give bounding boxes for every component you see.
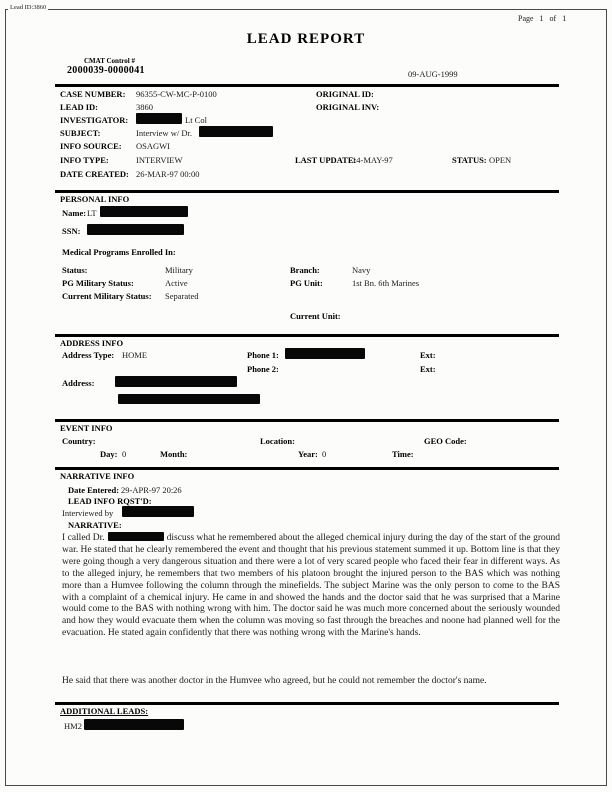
original-inv-label: ORIGINAL INV: [316,102,380,112]
ext2-label: Ext: [420,364,436,374]
medical-programs-label: Medical Programs Enrolled In: [62,247,176,257]
section-divider [55,419,559,422]
info-source-value: OSAGWI [136,141,170,151]
pg-military-status-value: Active [165,278,188,288]
info-source-label: INFO SOURCE: [60,141,122,151]
date-created-label: DATE CREATED: [60,169,129,179]
info-type-label: INFO TYPE: [60,155,109,165]
status-label: STATUS: [452,155,487,165]
last-update-value: 14-MAY-97 [352,155,393,165]
narrative-paragraph-1 [62,531,560,640]
status-value: OPEN [489,155,512,165]
interviewed-by-label: Interviewed by [62,508,114,518]
section-divider [55,334,559,337]
phone2-label: Phone 2: [247,364,279,374]
current-military-status-value: Separated [165,291,199,301]
date-created-value: 26-MAR-97 00:00 [136,169,200,179]
year-value: 0 [322,449,327,459]
case-number-value: 96355-CW-MC-P-0100 [136,89,217,99]
cmat-control-label: CMAT Control # [84,57,135,65]
additional-leads-title: ADDITIONAL LEADS: [60,706,149,716]
pi-status-label: Status: [62,265,88,275]
redaction-bar-subject [199,126,273,137]
cmat-control-value: 2000039-0000041 [67,65,145,76]
lead-id-corner: Lead ID:3860 [10,4,47,11]
date-entered-value: 29-APR-97 20:26 [121,485,182,495]
redaction-bar-phone1 [285,348,365,359]
narrative-label: NARRATIVE: [68,520,122,530]
lead-id-value: 3860 [136,102,153,112]
redaction-bar-narrative [108,532,164,541]
address-type-value: HOME [122,350,148,360]
redaction-bar-address-2 [118,394,260,404]
report-title: LEAD REPORT [246,31,366,47]
address-label: Address: [62,378,95,388]
page-number: Page 1 of 1 [518,14,567,23]
pi-status-value: Military [165,265,193,275]
redaction-bar-name [100,206,188,217]
subject-label: SUBJECT: [60,128,101,138]
narrative-paragraph-2: He said that there was another doctor in the Humvee who agreed, but he could not remember the doctor's name. [62,676,487,686]
current-military-status-label: Current Military Status: [62,291,152,301]
personal-info-title: PERSONAL INFO [60,194,130,204]
country-label: Country: [62,436,96,446]
lead-info-rqstd-label: LEAD INFO RQST'D: [68,496,152,506]
month-label: Month: [160,449,188,459]
name-label: Name: [62,208,87,218]
pg-unit-value: 1st Bn. 6th Marines [352,278,420,288]
phone1-label: Phone 1: [247,350,279,360]
narrative-info-title: NARRATIVE INFO [60,471,135,481]
name-value: LT [87,208,97,218]
ssn-label: SSN: [62,226,81,236]
day-label: Day: [100,449,118,459]
location-label: Location: [260,436,295,446]
address-info-title: ADDRESS INFO [60,338,124,348]
section-divider [55,190,559,193]
current-unit-label: Current Unit: [290,311,341,321]
redaction-bar-investigator [136,113,182,124]
ext1-label: Ext: [420,350,436,360]
branch-value: Navy [352,265,371,275]
address-type-label: Address Type: [62,350,115,360]
pg-military-status-label: PG Military Status: [62,278,134,288]
info-type-value: INTERVIEW [136,155,183,165]
page-border [5,9,607,786]
redaction-bar-ssn [87,224,184,235]
pg-unit-label: PG Unit: [290,278,323,288]
original-id-label: ORIGINAL ID: [316,89,374,99]
time-label: Time: [392,449,414,459]
investigator-label: INVESTIGATOR: [60,115,129,125]
narrative-p1-prefix: I called Dr. [62,533,105,543]
investigator-value: Lt Col [185,115,207,125]
branch-label: Branch: [290,265,320,275]
redaction-bar-interviewer [122,506,194,517]
lead-id-label: LEAD ID: [60,102,99,112]
redaction-bar-additional-lead [84,719,184,730]
section-divider [55,84,559,87]
date-entered-label: Date Entered: [68,485,120,495]
additional-lead-value: HM2 [64,721,82,731]
day-value: 0 [122,449,127,459]
last-update-label: LAST UPDATE: [295,155,357,165]
case-number-label: CASE NUMBER: [60,89,126,99]
section-divider [55,702,559,705]
year-label: Year: [298,449,318,459]
event-info-title: EVENT INFO [60,423,113,433]
report-date: 09-AUG-1999 [408,69,458,79]
narrative-p1-body: discuss what he remembered about the alleged chemical injury during the day of the start of the ground war. He stated that he clearly remembered the event and thought that his previous statement summed it up. Bottom line is that they were going though a very dangerous situation and there were a lot of very scared people who faced their fear in different ways. As to the alleged injury, he remembers that two members of his platoon brought the injured person to the BAS which was nothing more than a Humvee following the column through the minefields. The subject Marine was the only person to come to the BAS with a complaint of a chemical injury. He came in and showed the hands and the doctor said that he was surprised that a Marine would come to the BAS with nothing wrong with him. The doctor said he was much more concerned about the seriously wounded and how they would evacuate them when the column was moving so fast through the breaches and noone had planned well for the evacuation. He stated again confidently that there was nothing wrong with the Marine's hands. [62,533,561,639]
geo-code-label: GEO Code: [424,436,467,446]
redaction-bar-address-1 [115,376,237,387]
section-divider [55,467,559,470]
subject-value: Interview w/ Dr. [136,128,192,138]
